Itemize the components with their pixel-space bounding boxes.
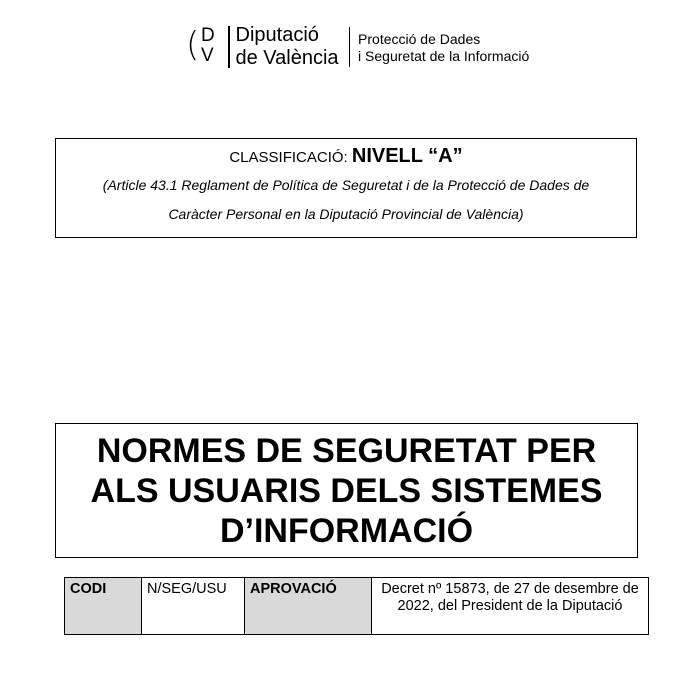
classification-note <box>56 171 636 229</box>
department-line2: i Seguretat de la Informació <box>358 48 530 64</box>
classification-box <box>55 138 637 238</box>
logo-divider <box>228 26 230 68</box>
code-table <box>64 577 649 635</box>
classification-note-line1: (Article 43.1 Reglament de Política de Seguretat i de la Protecció de Dades de <box>102 177 590 193</box>
logo-divider-2 <box>349 27 351 67</box>
header-logo <box>186 23 529 71</box>
classification-label: CLASSIFICACIÓ: <box>229 149 352 166</box>
table-row <box>65 578 649 635</box>
logo-mark-d: D <box>201 25 215 46</box>
department-line1: Protecció de Dades <box>358 31 481 47</box>
code-label: CODI <box>65 578 142 635</box>
approval-label: APROVACIÓ <box>245 578 372 635</box>
department-name <box>358 31 529 65</box>
document-title-box <box>55 423 638 558</box>
org-name-line1: Diputació <box>235 24 319 46</box>
org-name-line2: de València <box>235 47 339 69</box>
org-name <box>236 24 339 70</box>
classification-note-line2: Caràcter Personal en la Diputació Provincial de València) <box>168 206 524 222</box>
document-title: NORMES DE SEGURETAT PER ALS USUARIS DELS SISTEMES D’INFORMACIÓ <box>90 431 603 550</box>
logo-paren-glyph: ( <box>186 25 200 65</box>
approval-value: Decret nº 15873, de 27 de desembre de 2022, del President de la Diputació <box>372 578 649 635</box>
dv-logo-mark <box>186 25 226 69</box>
classification-level: NIVELL “A” <box>351 145 463 167</box>
logo-mark-v: V <box>201 45 214 66</box>
code-value: N/SEG/USU <box>142 578 245 635</box>
classification-line <box>56 145 636 168</box>
